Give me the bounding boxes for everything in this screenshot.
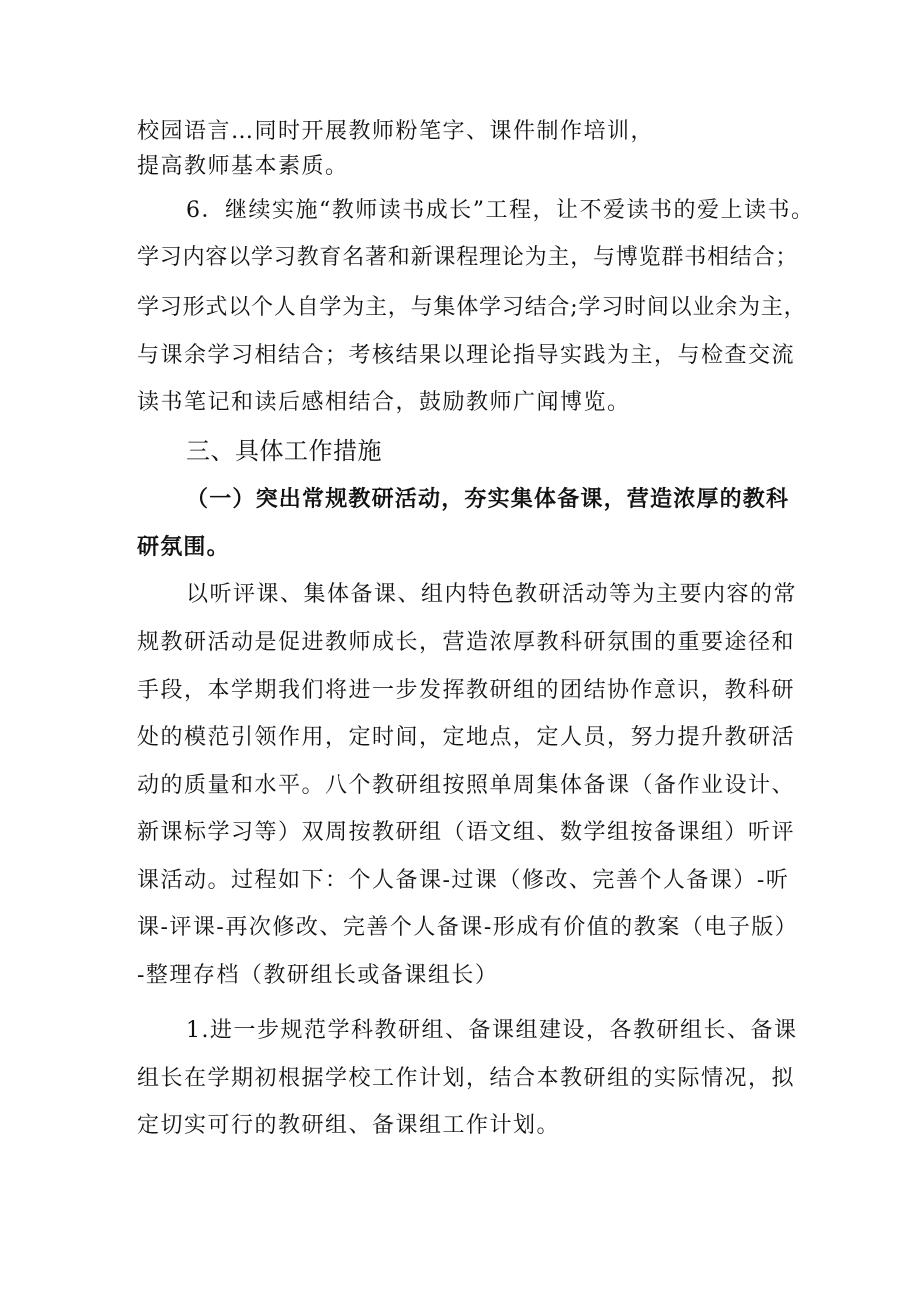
- text-line: 动的质量和水平。八个教研组按照单周集体备课（备作业设计、: [137, 773, 796, 798]
- text-line: 定切实可行的教研组、备课组工作计划。: [137, 1113, 561, 1138]
- text-line: 课活动。过程如下：个人备课-过课（修改、完善个人备课）-听: [137, 868, 790, 893]
- text-line: 以听评课、集体备课、组内特色教研活动等为主要内容的常: [186, 582, 798, 607]
- text-line: 手段，本学期我们将进一步发挥教研组的团结协作意识，教科研: [137, 678, 796, 703]
- section-heading: 三、具体工作措施: [186, 437, 382, 465]
- text-line: 读书笔记和读后感相结合，鼓励教师广闻博览。: [137, 390, 631, 415]
- text-line: 学习内容以学习教育名著和新课程理论为主，与博览群书相结合；: [137, 245, 799, 270]
- subsection-heading: （一）突出常规教研活动，夯实集体备课，营造浓厚的教科: [186, 487, 790, 512]
- text-line: 1.进一步规范学科教研组、备课组建设，各教研组长、备课: [186, 1018, 798, 1043]
- text-line: 学习形式以个人自学为主，与集体学习结合;学习时间以业余为主，: [137, 295, 807, 320]
- text-line: 与课余学习相结合；考核结果以理论指导实践为主，与检查交流: [137, 343, 796, 368]
- text-line: 课-评课-再次修改、完善个人备课-形成有价值的教案（电子版）: [137, 915, 799, 940]
- text-line: 提高教师基本素质。: [137, 154, 349, 179]
- text-line: 组长在学期初根据学校工作计划，结合本教研组的实际情况，拟: [137, 1066, 796, 1091]
- text-line: 处的模范引领作用，定时间，定地点，定人员，努力提升教研活: [137, 725, 796, 750]
- text-line: 规教研活动是促进教师成长，营造浓厚教科研氛围的重要途径和: [137, 630, 796, 655]
- text-line: 新课标学习等）双周按教研组（语文组、数学组按备课组）听评: [137, 820, 796, 845]
- text-line: 6．继续实施“教师读书成长”工程，让不爱读书的爱上读书。: [186, 198, 815, 223]
- subsection-heading-continued: 研氛围。: [137, 535, 230, 560]
- text-line: 校园语言…同时开展教师粉笔字、课件制作培训，: [137, 119, 655, 144]
- text-line: -整理存档（教研组长或备课组长）: [137, 963, 499, 988]
